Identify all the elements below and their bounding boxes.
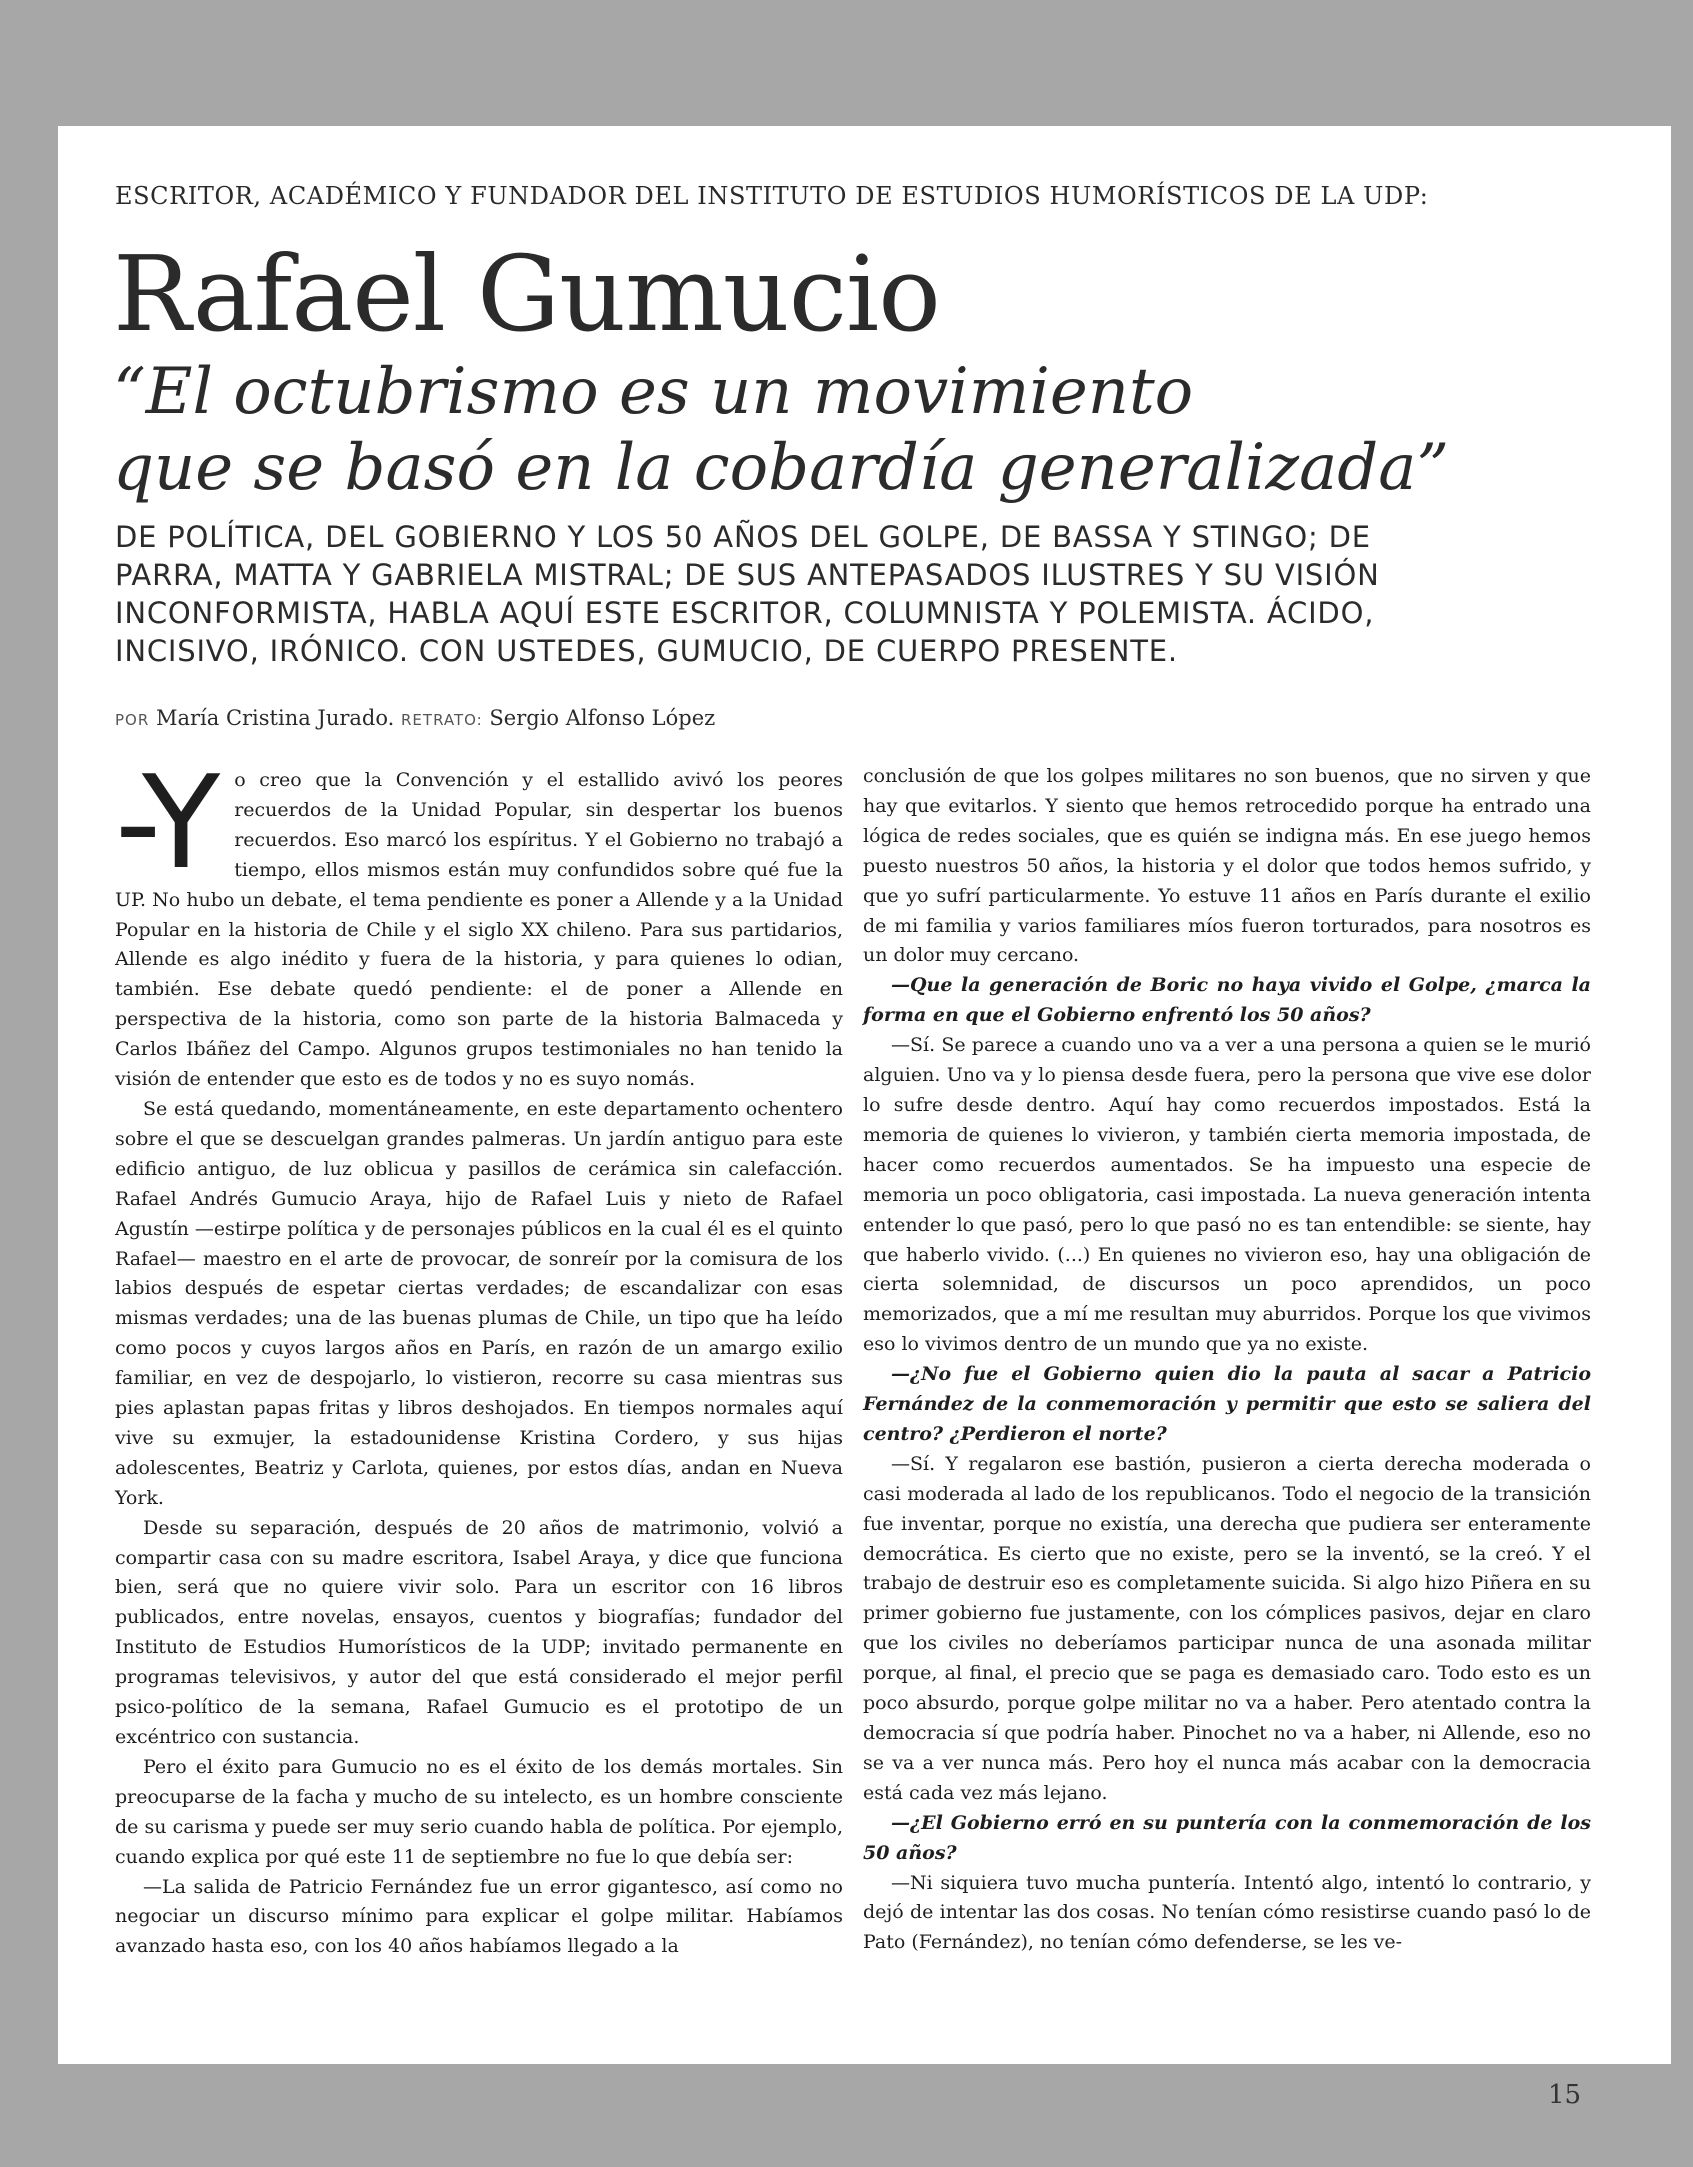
paragraph: Se está quedando, momentáneamente, en este departamento ochentero sobre el que se descuelgan grandes palmeras. Un jardín antiguo para este edificio antiguo, de luz oblicua y pasillos de cerámica sin calefacción. Rafael Andrés Gumucio Araya, hijo de Rafael Luis y nieto de Rafael Agustín —estirpe política y de personajes públicos en la cual él es el quinto Rafael— maestro en el arte de provocar, de sonreír por la comisura de los labios después de espetar ciertas verdades; de escandalizar con esas mismas verdades; una de las buenas plumas de Chile, un tipo que ha leído como pocos y cuyos largos años en París, en razón de un amargo exilio familiar, en vez de despojarlo, lo vistieron, recorre su casa mientras sus pies aplastan papas fritas y libros deshojados. En tiempos normales aquí vive su exmujer, la estadounidense Kristina Cordero, y sus hijas adolescentes, Beatriz y Carlota, quienes, por estos días, andan en Nueva York. bbox=[115, 1097, 843, 1509]
paragraph bbox=[115, 749, 843, 1095]
interview-question: —¿El Gobierno erró en su puntería con la conmemoración de los 50 años? bbox=[863, 1811, 1591, 1864]
deck-line: PARRA, MATTA Y GABRIELA MISTRAL; DE SUS ANTEPASADOS ILUSTRES Y SU VISIÓN bbox=[115, 558, 1380, 592]
page-number: 15 bbox=[1548, 2080, 1582, 2110]
paragraph-text: o creo que la Convención y el estallido avivó los peores recuerdos de la Unidad Popular, sin despertar los buenos recuerdos. Eso marcó los espíritus. Y el Gobierno no trabajó a tiempo, ellos mismos están muy confundidos sobre qué fue la UP. No hubo un debate, el tema pendiente es poner a Allende y a la Unidad Popular en la historia de Chile y el siglo XX chileno. Para sus partidarios, Allende es algo inédito y fuera de la historia, y para quienes lo odian, también. Ese debate quedó pendiente: el de poner a Allende en perspectiva de la historia, como son parte de la historia Balmaceda y Carlos Ibáñez del Campo. Algunos grupos testimoniales no han tenido la visión de entender que esto es de todos y no es suyo nomás. bbox=[115, 769, 843, 1091]
article-page bbox=[58, 126, 1671, 2064]
paragraph: —La salida de Patricio Fernández fue un error gigantesco, así como no negociar un discurso mínimo para explicar el golpe militar. Habíamos avanzado hasta eso, con los 40 años habíamos llegado a la bbox=[115, 1875, 843, 1958]
interview-answer: —Sí. Se parece a cuando uno va a ver a una persona a quien se le murió alguien. Uno va y lo piensa desde fuera, pero la persona que vive ese dolor lo sufre desde dentro. Aquí hay como recuerdos impostados. Está la memoria de quienes lo vivieron, y también cierta memoria impostada, de hacer como recuerdos aumentados. Se ha impuesto una especie de memoria un poco obligatoria, casi impostada. La nueva generación intenta entender lo que pasó, pero lo que pasó no es tan entendible: se siente, hay que haberlo vivido. (...) En quienes no vivieron eso, hay una obligación de cierta solemnidad, de discursos un poco aprendidos, un poco memorizados, que a mí me resultan muy aburridos. Porque los que vivimos eso lo vivimos dentro de un mundo que ya no existe. bbox=[863, 1034, 1591, 1356]
interview-answer: —Ni siquiera tuvo mucha puntería. Intentó algo, intentó lo contrario, y dejó de intentar las dos cosas. No tenían cómo resistirse cuando pasó lo de Pato (Fernández), no tenían cómo defenderse, se les ve- bbox=[863, 1871, 1591, 1954]
paragraph: conclusión de que los golpes militares no son buenos, que no sirven y que hay que evitarlos. Y siento que hemos retrocedido porque ha entrado una lógica de redes sociales, que es quién se indigna más. En ese juego hemos puesto nuestros 50 años, la historia y el dolor que todos hemos sufrido, y que yo sufrí particularmente. Yo estuve 11 años en París durante el exilio de mi familia y varios familiares míos fueron torturados, para nosotros es un dolor muy cercano. bbox=[863, 765, 1591, 967]
deck-line: INCISIVO, IRÓNICO. CON USTEDES, GUMUCIO, DE CUERPO PRESENTE. bbox=[115, 634, 1178, 668]
headline-quote bbox=[113, 354, 1613, 506]
byline-retrato-label: RETRATO: bbox=[401, 711, 483, 729]
interview-answer: —Sí. Y regalaron ese bastión, pusieron a cierta derecha moderada o casi moderada al lado de los republicanos. Todo el negocio de la transición fue inventar, porque no existía, una derecha que pudiera ser enteramente democrática. Es cierto que no existe, pero se la inventó, se la creó. Y el trabajo de destruir eso es completamente suicida. Si algo hizo Piñera en su primer gobierno fue justamente, con los cómplices pasivos, dejar en claro que los civiles no deberíamos participar nunca de una asonada militar porque, al final, el precio que se paga es demasiado caro. Todo esto es un poco absurdo, porque golpe militar no va a haber. Pero atentado contra la democracia sí que podría haber. Pinochet no va a haber, ni Allende, eso no se va a ver nunca más. Pero hoy el nunca más acabar con la democracia está cada vez más lejano. bbox=[863, 1452, 1591, 1804]
headline-name: Rafael Gumucio bbox=[113, 233, 940, 355]
byline-author: María Cristina Jurado. bbox=[155, 706, 395, 730]
quote-line: “El octubrismo es un movimiento bbox=[113, 355, 1194, 429]
dropcap: -Y bbox=[115, 749, 217, 898]
interview-question: —¿No fue el Gobierno quien dio la pauta al sacar a Patricio Fernández de la conmemoración y permitir que esto se saliera del centro? ¿Perdieron el norte? bbox=[863, 1363, 1591, 1445]
byline-photographer: Sergio Alfonso López bbox=[489, 706, 716, 730]
deck-summary bbox=[115, 518, 1635, 670]
kicker: ESCRITOR, ACADÉMICO Y FUNDADOR DEL INSTITUTO DE ESTUDIOS HUMORÍSTICOS DE LA UDP: bbox=[115, 182, 1429, 210]
interview-question: —Que la generación de Boric no haya vivido el Golpe, ¿marca la forma en que el Gobierno enfrentó los 50 años? bbox=[863, 974, 1591, 1027]
byline-por-label: POR bbox=[115, 711, 150, 729]
paragraph: Pero el éxito para Gumucio no es el éxito de los demás mortales. Sin preocuparse de la facha y mucho de su intelecto, es un hombre consciente de su carisma y puede ser muy serio cuando habla de política. Por ejemplo, cuando explica por qué este 11 de septiembre no fue lo que debía ser: bbox=[115, 1755, 843, 1868]
deck-line: INCONFORMISTA, HABLA AQUÍ ESTE ESCRITOR, COLUMNISTA Y POLEMISTA. ÁCIDO, bbox=[115, 596, 1375, 630]
paragraph: Desde su separación, después de 20 años de matrimonio, volvió a compartir casa con su madre escritora, Isabel Araya, y dice que funciona bien, será que no quiere vivir solo. Para un escritor con 16 libros publicados, entre novelas, ensayos, cuentos y biografías; fundador del Instituto de Estudios Humorísticos de la UDP; invitado permanente en programas televisivos, y autor del que está considerado el mejor perfil psico-político de la semana, Rafael Gumucio es el prototipo de un excéntrico con sustancia. bbox=[115, 1516, 843, 1748]
article-column-right bbox=[863, 762, 1591, 1958]
article-column-left bbox=[115, 749, 843, 1962]
quote-line: que se basó en la cobardía generalizada” bbox=[113, 431, 1450, 505]
byline bbox=[115, 706, 715, 730]
deck-line: DE POLÍTICA, DEL GOBIERNO Y LOS 50 AÑOS DEL GOLPE, DE BASSA Y STINGO; DE bbox=[115, 520, 1371, 554]
